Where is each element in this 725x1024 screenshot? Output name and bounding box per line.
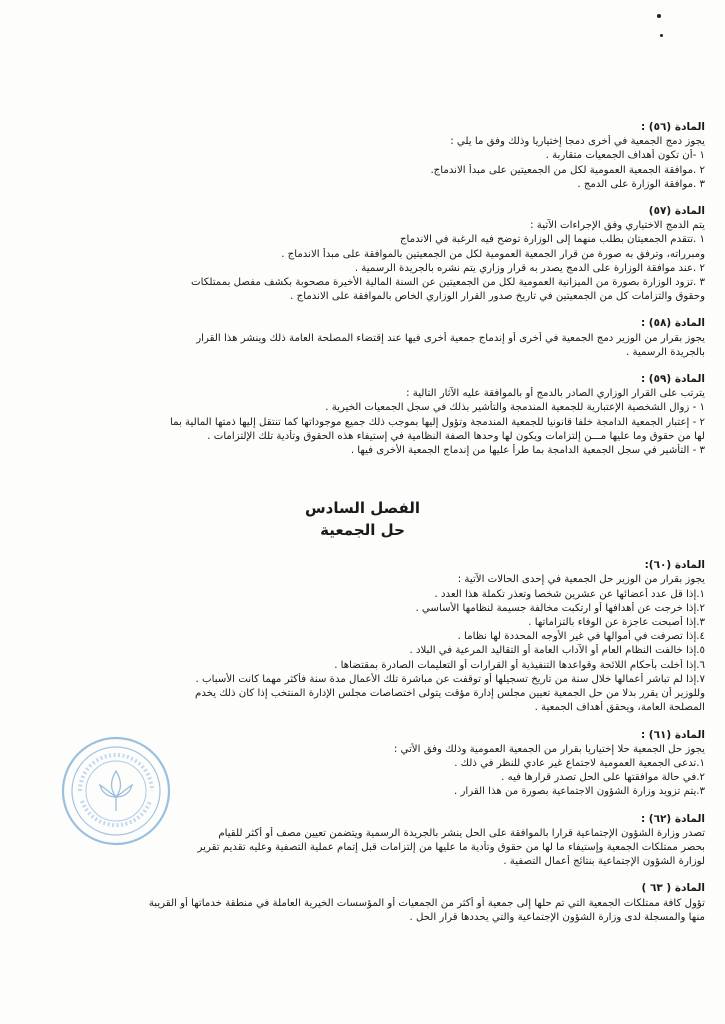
- article-line: ١ - زوال الشخصية الإعتبارية للجمعية المندمجة والتأشير بذلك في سجل الجمعيات الخيرية .: [325, 402, 705, 414]
- article-line: يجوز بقرار من الوزير حل الجمعية في إحدى الحالات الآتية :: [457, 574, 705, 586]
- article-line: منها والمسجلة لدى وزارة الشؤون الإجتماعية والتي يحددها قرار الحل .: [409, 911, 705, 923]
- article-line: ٣ - التأشير في سجل الجمعية الدامجة بما طرأ عليها من إندماج الجمعية الأخرى فيها .: [350, 445, 705, 457]
- article-line: لها من حقوق وما عليها مـــن إلتزامات ويكون لها وحدها الصفة النظامية في إستيفاء هذه الحقوق وتأدية تلك الإلتزامات .: [207, 430, 705, 442]
- article-line: يترتب على القرار الوزاري الصادر بالدمج أو بالموافقة عليه الآثار التالية :: [406, 388, 705, 400]
- article-line: ومبرراته، وترفق به صورة من قرار الجمعية العمومية لكل من الجمعيتين بالموافقة على مبدأ الاندماج .: [281, 248, 705, 260]
- article-line: ٣.يتم تزويد وزارة الشؤون الاجتماعية بصورة من هذا القرار .: [454, 786, 705, 798]
- article-block: [20, 316, 705, 360]
- article-line: ١.إذا قل عدد أعضائها عن عشرين شخصا وتعذر تكملة هذا العدد .: [434, 588, 705, 600]
- article-line: تؤول كافة ممتلكات الجمعية التي تم حلها إلى جمعية أو أكثر من الجمعيات أو المؤسسات الخيرية العاملة في منطقة خدماتها أو القريبة: [148, 897, 705, 909]
- article-line: يجوز حل الجمعية حلا إختياريا بقرار من الجمعية العمومية وذلك وفق الأتي :: [393, 743, 705, 755]
- scan-speck: [660, 34, 663, 37]
- article-line: المصلحة العامة، ويحقق أهداف الجمعية .: [534, 702, 705, 714]
- article-line: ١ -أن تكون أهداف الجمعيات متقاربة .: [545, 150, 705, 162]
- article-line: ٢ .موافقة الجمعية العمومية لكل من الجمعيتين على مبدأ الاندماج.: [430, 164, 705, 176]
- article-line: ٣ .موافقة الوزارة على الدمج .: [577, 178, 705, 190]
- chapter-title: الفصل السادس: [304, 499, 421, 518]
- article-line: بالجريدة الرسمية .: [626, 346, 705, 358]
- article-line: ٤.إذا تصرفت في أموالها في غير الأوجه المحددة لها نظاما .: [457, 631, 705, 643]
- article-line: ١ .تتقدم الجمعيتان بطلب منهما إلى الوزارة توضح فيه الرغبة في الاندماج: [399, 234, 705, 246]
- official-stamp-icon: [60, 735, 172, 847]
- article-line: وللوزير أن يقرر بدلا من حل الجمعية تعيين مجلس إدارة مؤقت يتولى اختصاصات مجلس الإدارة المنتخب إذا كان ذلك يخدم: [195, 688, 705, 700]
- article-line: يجوز دمج الجمعية في أخرى دمجا إختياريا وذلك وفق ما يلي :: [450, 136, 705, 148]
- article-line: ٢ .عند موافقة الوزارة على الدمج يصدر به قرار وزاري يتم نشره بالجريدة الرسمية .: [354, 262, 705, 274]
- article-heading: المادة (٥٧): [648, 205, 705, 218]
- article-heading: المادة (٦١) :: [640, 728, 705, 741]
- article-line: ٢ - إعتبار الجمعية الدامجة خلفا قانونيا للجمعية المندمجة وتؤول إليها بموجب ذلك جميع موجوداتها كما تنتقل إليها ذمتها المالية بما: [169, 416, 705, 428]
- article-line: لوزارة الشؤون الإجتماعية بنتائج أعمال التصفية .: [503, 856, 705, 868]
- article-heading: المادة (٥٨) :: [640, 317, 705, 330]
- article-line: يجوز بقرار من الوزير دمج الجمعية في أخرى أو إندماج جمعية أخرى فيها عند إقتضاء المصلحة العامة ذلك وينشر هذا القرار: [196, 332, 705, 344]
- article-block: [20, 372, 705, 458]
- article-block: [20, 120, 705, 192]
- article-line: ٣ .تزود الوزارة بصورة من الميزانية العمومية لكل من الجمعيتين عن السنة المالية الأخيرة مصحوبة بكشف مفصل بممتلكات: [191, 277, 705, 289]
- article-line: ٦.إذا أخلت بأحكام اللائحة وقواعدها التنفيذية أو القرارات أو التعليمات الصادرة بمقتضاها .: [334, 659, 705, 671]
- article-line: ٧.إذا لم تباشر أعمالها خلال سنة من تاريخ تسجيلها أو توقفت عن مباشرة تلك الأعمال مدة سنة فأكثر مهما كانت الأسباب .: [195, 673, 705, 685]
- article-line: يتم الدمج الاختياري وفق الإجراءات الآتية :: [530, 220, 705, 232]
- article-line: تصدر وزارة الشؤون الإجتماعية قرارا بالموافقة على الحل ينشر بالجريدة الرسمية ويتضمن تعيين مصف أو أكثر للقيام: [218, 827, 705, 839]
- article-line: ٢.إذا خرجت عن أهدافها أو ارتكبت مخالفة جسيمة لنظامها الأساسي .: [415, 602, 705, 614]
- article-line: وحقوق والتزامات كل من الجمعيتين في تاريخ صدور القرار الوزاري الخاص بالموافقة على الاندماج .: [290, 291, 705, 303]
- article-line: بحصر ممتلكات الجمعية وإستيفاء ما لها من حقوق وتأدية ما عليها من إلتزامات قبل إتمام عملية التصفية وعليه تقديم تقرير: [197, 841, 705, 853]
- article-block: [20, 558, 705, 715]
- article-line: ٥.إذا خالفت النظام العام أو الآداب العامة أو التقاليد المرعية في البلاد .: [409, 645, 705, 657]
- article-line: ١.تدعى الجمعية العمومية لاجتماع غير عادي للنظر في ذلك .: [454, 757, 705, 769]
- article-heading: المادة (٥٩) :: [640, 373, 705, 386]
- article-heading: المادة (٦٠):: [644, 559, 705, 572]
- article-line: ٢.في حالة موافقتها على الحل تصدر قرارها فيه .: [501, 772, 705, 784]
- article-line: ٣.إذا أصبحت عاجزة عن الوفاء بالتزاماتها .: [528, 617, 705, 629]
- article-heading: المادة ( ٦٣ ): [641, 882, 705, 895]
- article-heading: المادة (٥٦) :: [640, 121, 705, 133]
- chapter-subtitle: حل الجمعية: [320, 521, 405, 540]
- article-heading: المادة (٦٢) :: [640, 812, 705, 825]
- article-block: [20, 204, 705, 304]
- scan-speck: [657, 14, 661, 18]
- article-block: [20, 881, 705, 925]
- articles-section-a: [20, 120, 705, 458]
